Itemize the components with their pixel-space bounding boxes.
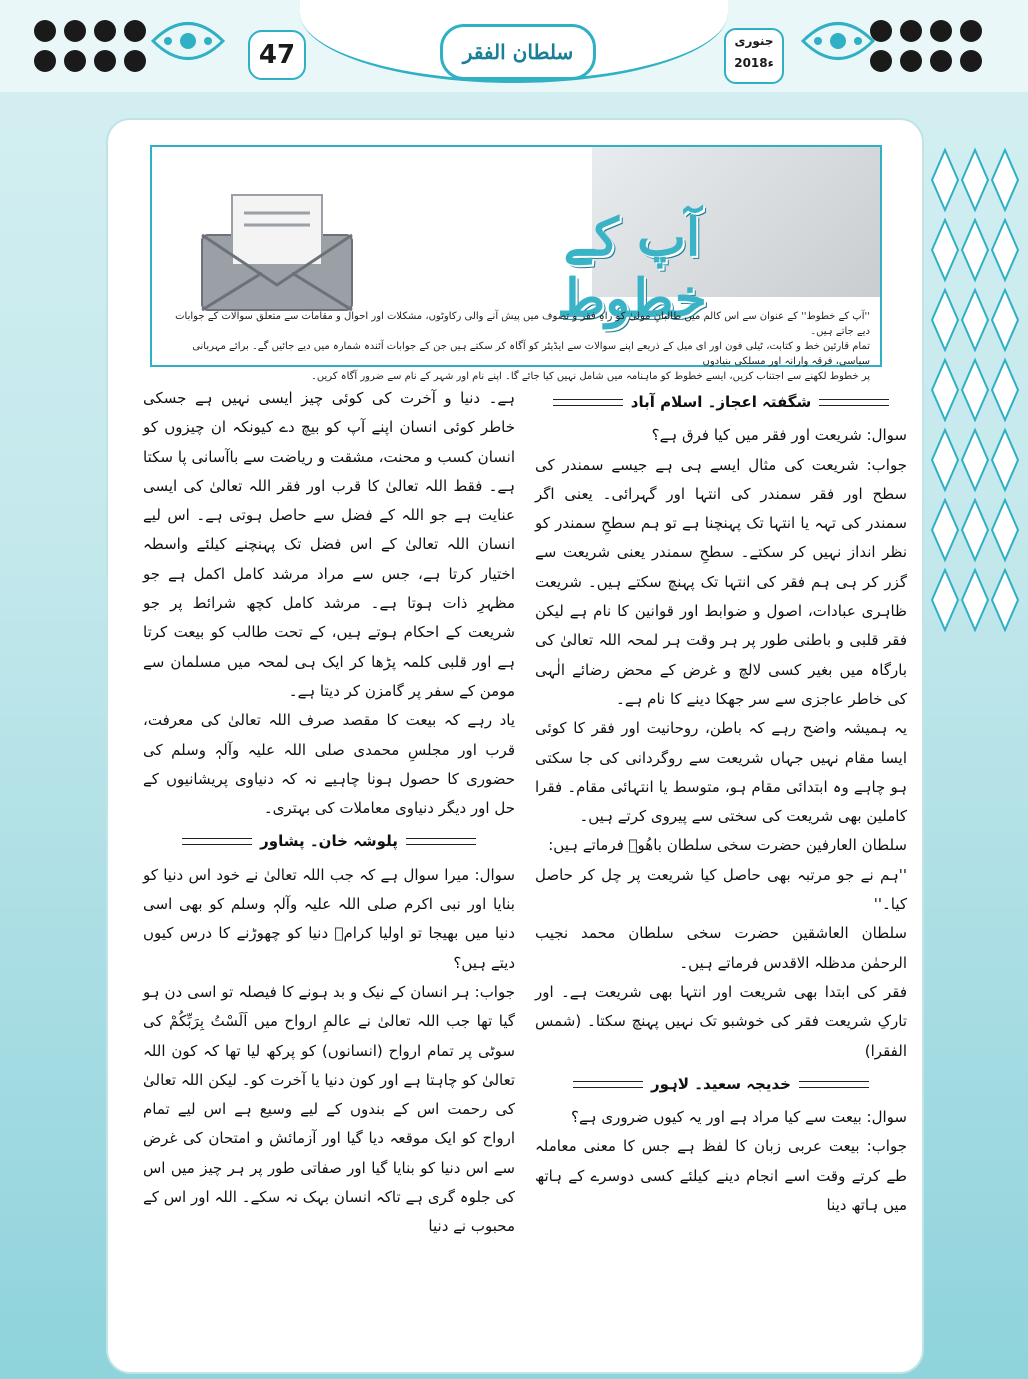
question-paragraph: سوال: شریعت اور فقر میں کیا فرق ہے؟: [651, 426, 907, 445]
issue-month: جنوری: [734, 34, 774, 48]
text-column-left: [143, 384, 515, 1242]
floral-ornament-right-icon: [798, 6, 878, 76]
magazine-logo: سلطان الفقر: [440, 24, 596, 80]
column-banner: [150, 145, 882, 382]
quote-paragraph: ''ہم نے جو مرتبہ بھی حاصل کیا شریعت پر چل کر حاصل کیا۔'': [535, 865, 907, 914]
body-paragraph: ہے۔ دنیا و آخرت کی کوئی چیز ایسی نہیں ہے جسکی خاطر کوئی انسان اپنے آپ کو بیچ دے کیونکہ ان چیزوں کو انسان کسب و محنت، مشقت و ریاضت سے باآسانی پا سکتا ہے۔ فقط اللہ تعالیٰ کا قرب اور فقر اللہ تعالیٰ کی ایسی عنایت ہے جو اللہ کے فضل سے حاصل ہوتی ہے۔ اس لیے انسان اللہ تعالیٰ کے اس فضل تک پہنچنے کیلئے واسطہ اختیار کرتا ہے، جس سے مراد مرشد کامل اکمل ہے جو مظہرِ ذات ہوتا ہے۔ مرشد کامل کچھ شرائط پر جو شریعت کے احکام ہوتے ہیں، کے تحت طالب کو بیعت کرتا ہے اور قلبی کلمہ پڑھا کر ایک ہی لمحہ میں مسلمان سے مومن کے سفر پر گامزن کر دیتا ہے۔: [143, 389, 515, 700]
body-paragraph: یاد رہے کہ بیعت کا مقصد صرف اللہ تعالیٰ کی معرفت، قرب اور مجلسِ محمدی صلی اللہ علیہ وآلہٖ وسلم کی حضوری کا حصول ہونا چاہیے نہ کہ دنیاوی پریشانیوں کے حل اور دیگر دنیاوی معاملات کی بہتری۔: [143, 711, 515, 818]
question-paragraph: سوال: میرا سوال ہے کہ جب اللہ تعالیٰ نے خود اس دنیا کو بنایا اور نبی اکرم صلی اللہ علیہ وآلہٖ وسلم کو بھی اسی دنیا میں بھیجا تو اولیا کرامؒ دنیا کو چھوڑنے کا درس کیوں دیتے ہیں؟: [143, 865, 515, 972]
answer-paragraph: جواب: بیعت عربی زبان کا لفظ ہے جس کا معنی معاملہ طے کرتے وقت اسے انجام دینے کیلئے کسی دوسرے کے ہاتھ میں ہاتھ دینا: [535, 1137, 907, 1215]
answer-paragraph: جواب: شریعت کی مثال ایسے ہی ہے جیسے سمندر کی سطح اور فقر سمندر کی انتہا اور گہرائی۔ یعنی اگر سمندر کی تہہ یا انتہا تک پہنچنا ہے تو ہم سطحِ سمندر کو نظر انداز نہیں کر سکتے۔ سطحِ سمندر یعنی شریعت سے گزر کر ہی ہم فقر کی انتہا تک پہنچ سکتے ہیں۔ شریعت ظاہری عبادات، اصول و ضوابط اور قوانین کا نام ہے لیکن فقر قلبی و باطنی طور پر ہر وقت ہر لمحہ اللہ تعالیٰ کی بارگاہ میں بغیر کسی لالچ و غرض کے محض رضائے الٰہی کی خاطر عاجزی سے سر جھکا دینے کا نام ہے۔: [535, 455, 907, 708]
page-number: 47: [248, 30, 306, 80]
issue-date: [724, 28, 784, 84]
page-header: [0, 0, 1028, 92]
letter-sender-heading: پلوشہ خان۔ پشاور: [143, 827, 515, 856]
dots-left: [34, 20, 150, 76]
text-column-right: [535, 384, 907, 1220]
question-paragraph: سوال: بیعت سے کیا مراد ہے اور یہ کیوں ضروری ہے؟: [571, 1108, 907, 1127]
column-title: آپ کے خطوط: [557, 207, 707, 329]
letter-sender-heading: خدیجہ سعید۔ لاہور: [535, 1070, 907, 1099]
side-diamond-ornament-icon: [930, 150, 1020, 670]
body-paragraph: سلطان العارفین حضرت سخی سلطان باھُوؒ فرماتے ہیں:: [548, 836, 907, 855]
column-description: [162, 309, 870, 384]
answer-paragraph: جواب: ہر انسان کے نیک و بد ہونے کا فیصلہ تو اسی دن ہو گیا تھا جب اللہ تعالیٰ نے عالمِ ارواح میں اَلَسْتُ بِرَبِّکُمْ کی سوٹی پر تمام ارواح (انسانوں) کو پرکھ لیا تھا کہ کون اللہ تعالیٰ کو چاہتا ہے اور کون دنیا یا آخرت کو۔ لیکن اللہ تعالیٰ کی رحمت اس کے بندوں کے لیے وسیع ہے اس لیے تمام ارواح کو ایک موقعہ دیا گیا اور آزمائش و امتحان کی غرض سے اس دنیا کو بنایا گیا اور صفاتی طور پر ہر چیز میں اس کی جلوہ گری ہے تاکہ انسان بہک نہ سکے۔ اللہ اور اس کے محبوب نے دنیا: [143, 982, 515, 1236]
floral-ornament-left-icon: [148, 6, 228, 76]
description-line: پر خطوط لکھنے سے اجتناب کریں، ایسے خطوط کو ماہنامہ میں شامل نہیں کیا جائے گا۔ اپنے نام اور شہر کے نام سے ضرور آگاہ کریں۔: [311, 371, 870, 382]
body-paragraph: سلطان العاشقین حضرت سخی سلطان محمد نجیب الرحمٰن مدظلہ الاقدس فرماتے ہیں۔: [535, 924, 907, 972]
body-paragraph: فقر کی ابتدا بھی شریعت اور انتہا بھی شریعت ہے۔ اور تارکِ شریعت فقر کی خوشبو تک نہیں پہنچ سکتا۔ (شمس الفقرا): [535, 982, 907, 1060]
letter-sender-heading: شگفتہ اعجاز۔ اسلام آباد: [535, 388, 907, 417]
body-paragraph: یہ ہمیشہ واضح رہے کہ باطن، روحانیت اور فقر کا کوئی ایسا مقام نہیں جہاں شریعت سے روگردانی کی جا سکتی ہو چاہے وہ ابتدائی مقام ہو، متوسط یا انتہائی مقام۔ فقرا کاملین بھی شریعت کی سختی سے پیروی کرتے ہیں۔: [535, 719, 907, 826]
dots-right: [870, 20, 986, 76]
envelope-icon: [192, 185, 362, 315]
description-line: ''آپ کے خطوط'' کے عنوان سے اس کالم میں طالبانِ مولیٰ کو راہِ فقر و تصوف میں پیش آنے والی رکاوٹوں، مشکلات اور احوال و مقامات سے متعلق سوالات کے جوابات دیے جاتے ہیں۔: [175, 311, 870, 337]
issue-year: 2018ء: [734, 56, 774, 70]
description-line: تمام قارئین خط و کتابت، ٹیلی فون اور ای میل کے ذریعے اپنے سوالات سے ایڈیٹر کو آگاہ کر سکتے ہیں جن کے جوابات آئندہ شمارہ میں دیے جائیں گے۔ برائے مہربانی سیاسی، فرقہ وارانہ اور مسلکی بنیادوں: [192, 341, 870, 367]
